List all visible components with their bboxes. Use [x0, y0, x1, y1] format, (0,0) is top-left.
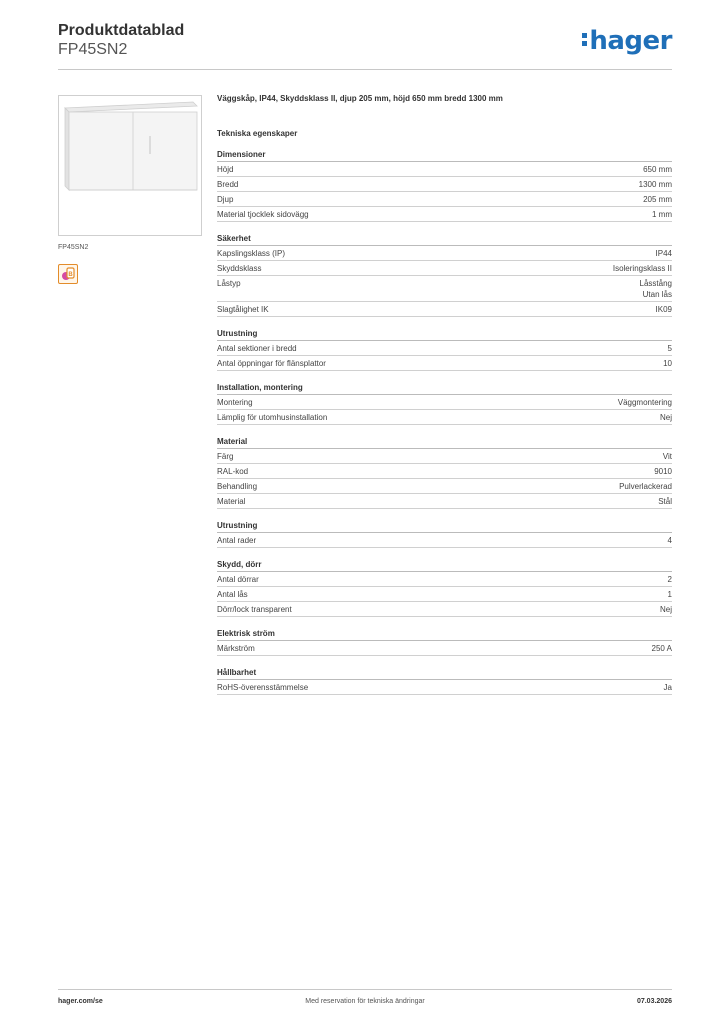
- spec-value: Pulverlackerad: [619, 482, 672, 491]
- spec-row: [217, 341, 672, 356]
- spec-value: Nej: [659, 605, 672, 614]
- spec-row: [217, 494, 672, 509]
- technical-content: [217, 90, 672, 695]
- document-footer: [58, 989, 672, 1013]
- footer-date: 07.03.2026: [636, 998, 672, 1005]
- specification-groups: [217, 150, 672, 695]
- spec-group-title: Hållbarhet: [217, 668, 672, 680]
- spec-row: [217, 261, 672, 276]
- spec-label: Montering: [217, 398, 253, 407]
- spec-label: Skyddsklass: [217, 264, 262, 273]
- spec-label: Antal lås: [217, 590, 248, 599]
- spec-group: [217, 668, 672, 695]
- spec-value: 10: [663, 359, 672, 368]
- logo-dots-icon: [582, 30, 587, 49]
- spec-value: Stål: [658, 497, 672, 506]
- spec-label: Behandling: [217, 482, 258, 491]
- spec-label: Kapslingsklass (IP): [217, 249, 286, 258]
- spec-label: Låstyp: [217, 279, 241, 288]
- spec-row: [217, 395, 672, 410]
- spec-row: [217, 602, 672, 617]
- spec-row: [217, 207, 672, 222]
- spec-value: 1: [667, 590, 672, 599]
- spec-label: RoHS-överensstämmelse: [217, 683, 309, 692]
- spec-value: Isoleringsklass II: [612, 264, 672, 273]
- spec-row: [217, 162, 672, 177]
- spec-group: [217, 521, 672, 548]
- spec-row: [217, 356, 672, 371]
- spec-row: [217, 464, 672, 479]
- spec-value: Nej: [659, 413, 672, 422]
- spec-row: [217, 641, 672, 656]
- footer-disclaimer: Med reservation för tekniska ändringar: [305, 998, 425, 1005]
- spec-label: Antal sektioner i bredd: [217, 344, 297, 353]
- sustainability-badge-icon[interactable]: [58, 264, 78, 284]
- spec-label: Antal rader: [217, 536, 257, 545]
- spec-group-title: Material: [217, 437, 672, 449]
- spec-group-title: Utrustning: [217, 521, 672, 533]
- spec-row: [217, 533, 672, 548]
- spec-group: [217, 383, 672, 425]
- spec-group: [217, 234, 672, 317]
- spec-value: 250 A: [651, 644, 672, 653]
- spec-label: Färg: [217, 452, 234, 461]
- spec-group-title: Säkerhet: [217, 234, 672, 246]
- spec-label: Material tjocklek sidovägg: [217, 210, 309, 219]
- spec-group: [217, 560, 672, 617]
- spec-value: Väggmontering: [617, 398, 672, 407]
- spec-value: Låsstång Utan lås: [639, 279, 672, 299]
- spec-group: [217, 629, 672, 656]
- spec-row: [217, 479, 672, 494]
- spec-value: Ja: [663, 683, 672, 692]
- spec-row: [217, 449, 672, 464]
- spec-label: Antal dörrar: [217, 575, 259, 584]
- spec-group-title: Utrustning: [217, 329, 672, 341]
- spec-row: [217, 192, 672, 207]
- wall-cabinet-illustration: [59, 96, 201, 235]
- spec-label: RAL-kod: [217, 467, 249, 476]
- spec-value: 5: [667, 344, 672, 353]
- spec-value: IP44: [655, 249, 672, 258]
- spec-value: 4: [667, 536, 672, 545]
- section-title: Tekniska egenskaper: [217, 129, 298, 138]
- spec-value: 9010: [654, 467, 672, 476]
- spec-row: [217, 302, 672, 317]
- spec-row: [217, 177, 672, 192]
- spec-value: Vit: [662, 452, 672, 461]
- spec-label: Antal öppningar för flänsplattor: [217, 359, 326, 368]
- spec-label: Märkström: [217, 644, 255, 653]
- logo-text: hager: [589, 26, 672, 56]
- spec-row: [217, 410, 672, 425]
- spec-value: 1 mm: [652, 210, 672, 219]
- spec-value: 2: [667, 575, 672, 584]
- spec-value: IK09: [655, 305, 672, 314]
- spec-label: Höjd: [217, 165, 234, 174]
- spec-label: Material: [217, 497, 246, 506]
- spec-label: Slagtålighet IK: [217, 305, 269, 314]
- product-image-caption: FP45SN2: [58, 244, 89, 251]
- spec-label: Bredd: [217, 180, 239, 189]
- spec-group: [217, 437, 672, 509]
- spec-row: [217, 680, 672, 695]
- spec-row: [217, 587, 672, 602]
- spec-group-title: Dimensioner: [217, 150, 672, 162]
- spec-group-title: Skydd, dörr: [217, 560, 672, 572]
- spec-row: [217, 572, 672, 587]
- spec-label: Dörr/lock transparent: [217, 605, 292, 614]
- product-image: [58, 95, 202, 236]
- spec-row: [217, 276, 672, 302]
- svg-text:B: B: [68, 272, 73, 278]
- document-header: [58, 22, 672, 70]
- product-description: Väggskåp, IP44, Skyddsklass II, djup 205 mm, höjd 650 mm bredd 1300 mm: [217, 94, 503, 103]
- footer-website-link[interactable]: hager.com/se: [58, 998, 103, 1005]
- spec-label: Lämplig för utomhusinstallation: [217, 413, 328, 422]
- spec-label: Djup: [217, 195, 234, 204]
- hager-logo[interactable]: [582, 26, 672, 56]
- spec-group: [217, 150, 672, 222]
- spec-group-title: Installation, montering: [217, 383, 672, 395]
- product-code: FP45SN2: [58, 41, 128, 58]
- document-title: Produktdatablad: [58, 22, 185, 39]
- spec-group: [217, 329, 672, 371]
- spec-value: 1300 mm: [638, 180, 672, 189]
- spec-row: [217, 246, 672, 261]
- spec-group-title: Elektrisk ström: [217, 629, 672, 641]
- spec-value: 205 mm: [643, 195, 672, 204]
- spec-value: 650 mm: [643, 165, 672, 174]
